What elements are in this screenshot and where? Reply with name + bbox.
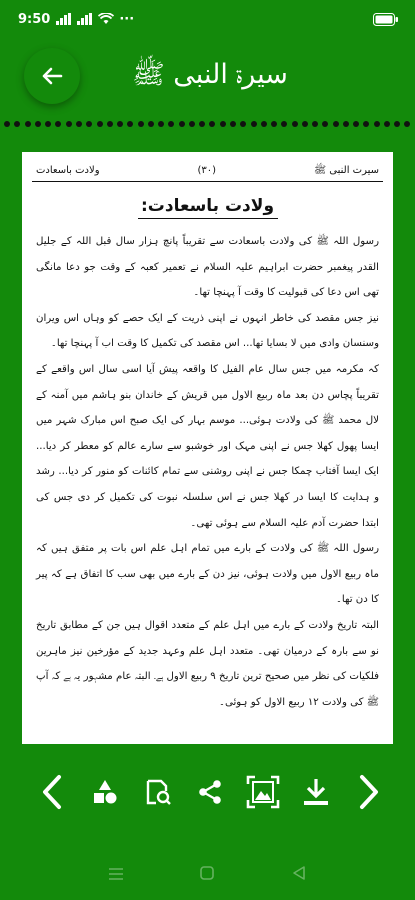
signal-icon (56, 13, 72, 25)
status-icons (56, 12, 134, 27)
home-button[interactable] (199, 865, 215, 885)
running-head-chapter: ولادت باسعادت (36, 165, 100, 176)
back-button[interactable] (24, 48, 80, 104)
section-title: ولادت باسعادت: (138, 196, 278, 219)
battery-icon (373, 13, 399, 26)
shapes-icon (91, 778, 119, 806)
image-frame-icon (246, 775, 280, 809)
page-content (32, 160, 383, 744)
more-status-icon: ··· (119, 11, 135, 27)
paragraph: رسول اللہ ﷺ کی ولادت باسعادت سے تقریباً پانچ ہزار سال قبل اللہ کے جلیل القدر پیغمبر حضرت ابراہیم علیہ السلام نے تعمیر کعبہ کے وقت جو دعا مانگی تھی اس دعا کی قبولیت کا وقت آ پہنچا تھا۔ (36, 236, 379, 299)
app-header (0, 38, 415, 116)
back-nav-button[interactable] (291, 865, 307, 885)
paragraph: نیز جس مقصد کی خاطر انہوں نے اپنی ذریت کے ایک حصے کو وہاں اس ویران وسنسان وادی میں لا بسایا تھا... اس مقصد کی تکمیل کا وقت اب آ پہنچا تھا۔ (36, 312, 379, 350)
save-image-button[interactable] (241, 762, 285, 822)
app-title: سیرۃ النبی ﷺ (132, 59, 288, 90)
dotted-divider (0, 117, 415, 131)
status-left (18, 12, 134, 27)
wifi-icon (98, 13, 114, 25)
status-right (373, 13, 399, 26)
paragraph: کہ مکرمہ میں جس سال عام الفیل کا واقعہ پیش آیا اسی سال اس واقعے کے تقریباً پچاس دن بعد ماہ ربیع الاول میں قریش کے خاندان بنو ہاشم میں آمنہ کے لال محمد ﷺ کی ولادت ہوئی... موسم بہار کی ایک صبح اس مبارک شہر میں ایسا پھول کھلا جس نے اپنی مہک اور خوشبو سے سارے عالم کو معطر کر دیا... ایک ایسا آفتاب چمکا جس نے اپنی روشنی سے تمام کائنات کو منور کر دیا... رشد و ہدایت کا ایسا در کھلا جس نے اس سلسلہ نبوت کی تکمیل کر دی جس کی ابتدا حضرت آدم علیہ السلام سے ہوئی تھی۔ (36, 363, 379, 529)
share-icon (197, 779, 223, 805)
recent-apps-button[interactable] (108, 866, 124, 885)
home-square-icon (199, 865, 215, 881)
triangle-back-icon (291, 865, 307, 881)
menu-icon (108, 867, 124, 881)
next-page-button[interactable] (347, 762, 391, 822)
system-nav-bar (0, 850, 415, 900)
status-time: 9:50 (18, 11, 51, 27)
running-head (32, 160, 383, 182)
document-edit-icon (145, 778, 171, 806)
signal-icon-2 (77, 13, 93, 25)
download-button[interactable] (294, 762, 338, 822)
paragraph: رسول اللہ ﷺ کی ولادت کے بارے میں تمام اہل علم اس بات پر متفق ہیں کہ ماہ ربیع الاول میں ولادت ہوئی، نیز دن کے بارے میں بھی سب کا اتفاق ہے کہ پیر کا دن تھا۔ (36, 543, 379, 606)
paragraph: البتہ تاریخ ولادت کے بارے میں اہل علم کے متعدد اقوال ہیں جن کے مطابق تاریخ نو سے بارہ کے درمیان تھی۔ متعدد اہل علم وعہد جدید کے مؤرخین نیز ماہرین فلکیات کی نظر میں صحیح ترین تاریخ ۹ ربیع الاول ہے۔ البتہ عام مشہور یہ ہے کہ آپ ﷺ کی ولادت ۱۲ ربیع الاول کو ہوئی۔ (36, 619, 379, 708)
status-bar (0, 0, 415, 38)
download-icon (303, 777, 329, 807)
chevron-left-icon (39, 773, 65, 811)
page-body (32, 223, 383, 715)
running-head-book: سیرت النبی ﷺ (314, 164, 379, 176)
previous-page-button[interactable] (30, 762, 74, 822)
chevron-right-icon (356, 773, 382, 811)
edit-page-button[interactable] (136, 762, 180, 822)
arrow-left-icon (41, 67, 63, 85)
bottom-toolbar (6, 756, 409, 828)
shapes-button[interactable] (83, 762, 127, 822)
page-number: (۳۰) (197, 165, 217, 176)
book-page[interactable] (22, 152, 393, 744)
share-button[interactable] (188, 762, 232, 822)
